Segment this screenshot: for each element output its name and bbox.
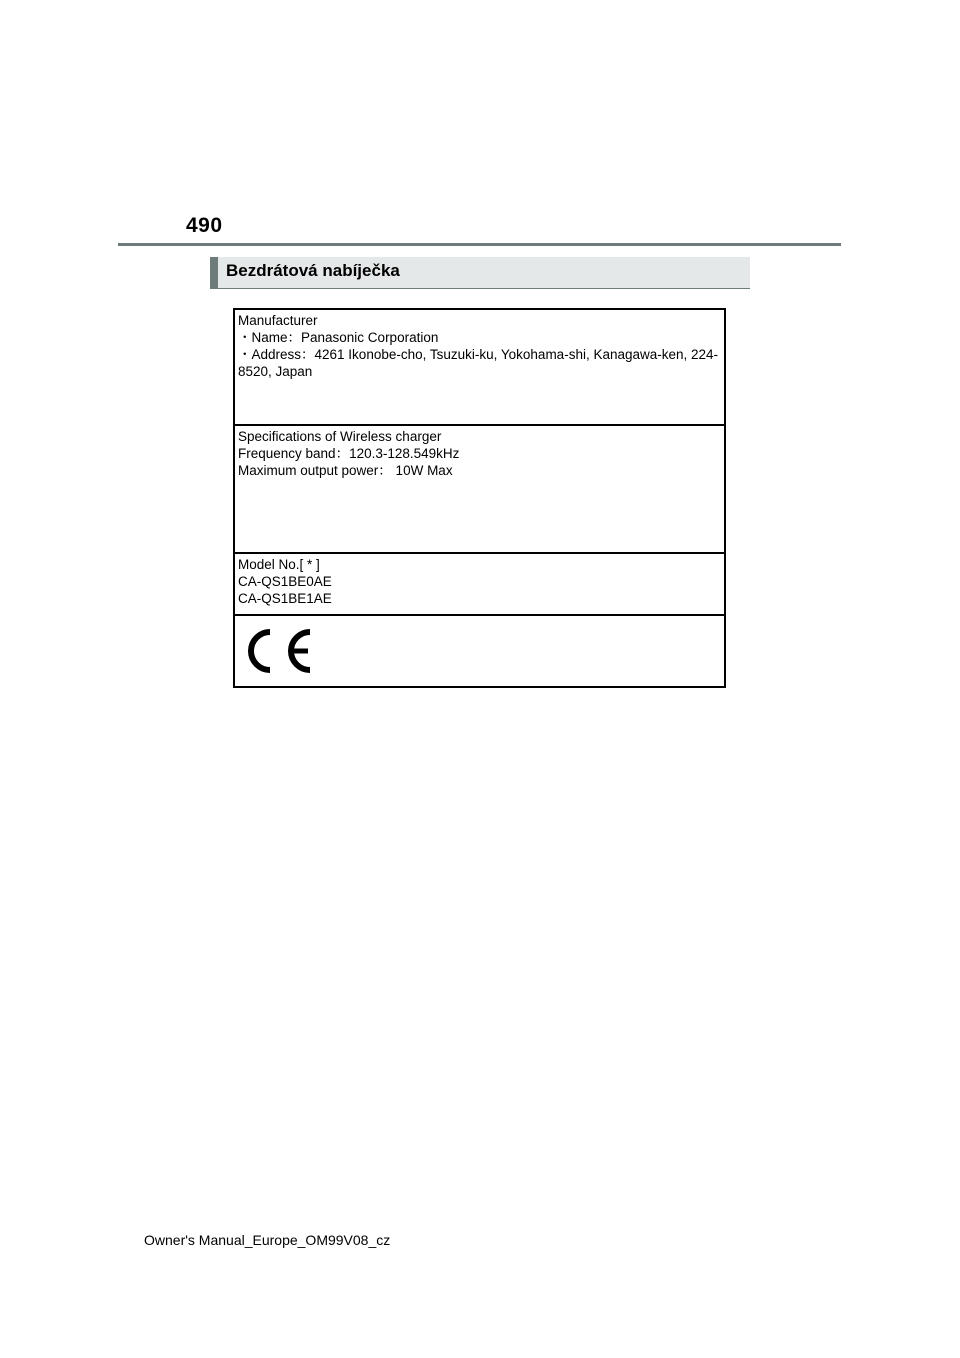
section-title: Bezdrátová nabíječka	[226, 261, 400, 280]
header-rule	[118, 243, 841, 246]
ce-mark-icon	[240, 626, 314, 676]
maximum-output-power: Maximum output power： 10W Max	[238, 463, 453, 478]
section-heading-bar	[210, 257, 218, 288]
manufacturer-address-line-1: ・Address：4261 Ikonobe-cho, Tsuzuki-ku, Yokohama-shi, Kanagawa-ken, 224-	[238, 347, 719, 362]
page-number: 490	[186, 214, 223, 237]
frequency-band: Frequency band：120.3-128.549kHz	[238, 446, 460, 461]
manufacturer-heading: Manufacturer	[238, 313, 318, 328]
manufacturer-address-line-2: 8520, Japan	[238, 364, 313, 379]
specifications-heading: Specifications of Wireless charger	[238, 429, 442, 444]
manufacturer-cell	[235, 310, 724, 426]
specifications-cell	[235, 426, 724, 554]
label-table	[233, 308, 726, 688]
manufacturer-name: ・Name：Panasonic Corporation	[238, 330, 439, 345]
ce-cell	[235, 616, 724, 688]
model-cell	[235, 554, 724, 616]
section-heading	[210, 257, 750, 289]
model-number: CA-QS1BE1AE	[238, 591, 332, 606]
model-heading: Model No.[ * ]	[238, 557, 320, 572]
model-number: CA-QS1BE0AE	[238, 574, 332, 589]
footer-text: Owner's Manual_Europe_OM99V08_cz	[144, 1232, 391, 1248]
